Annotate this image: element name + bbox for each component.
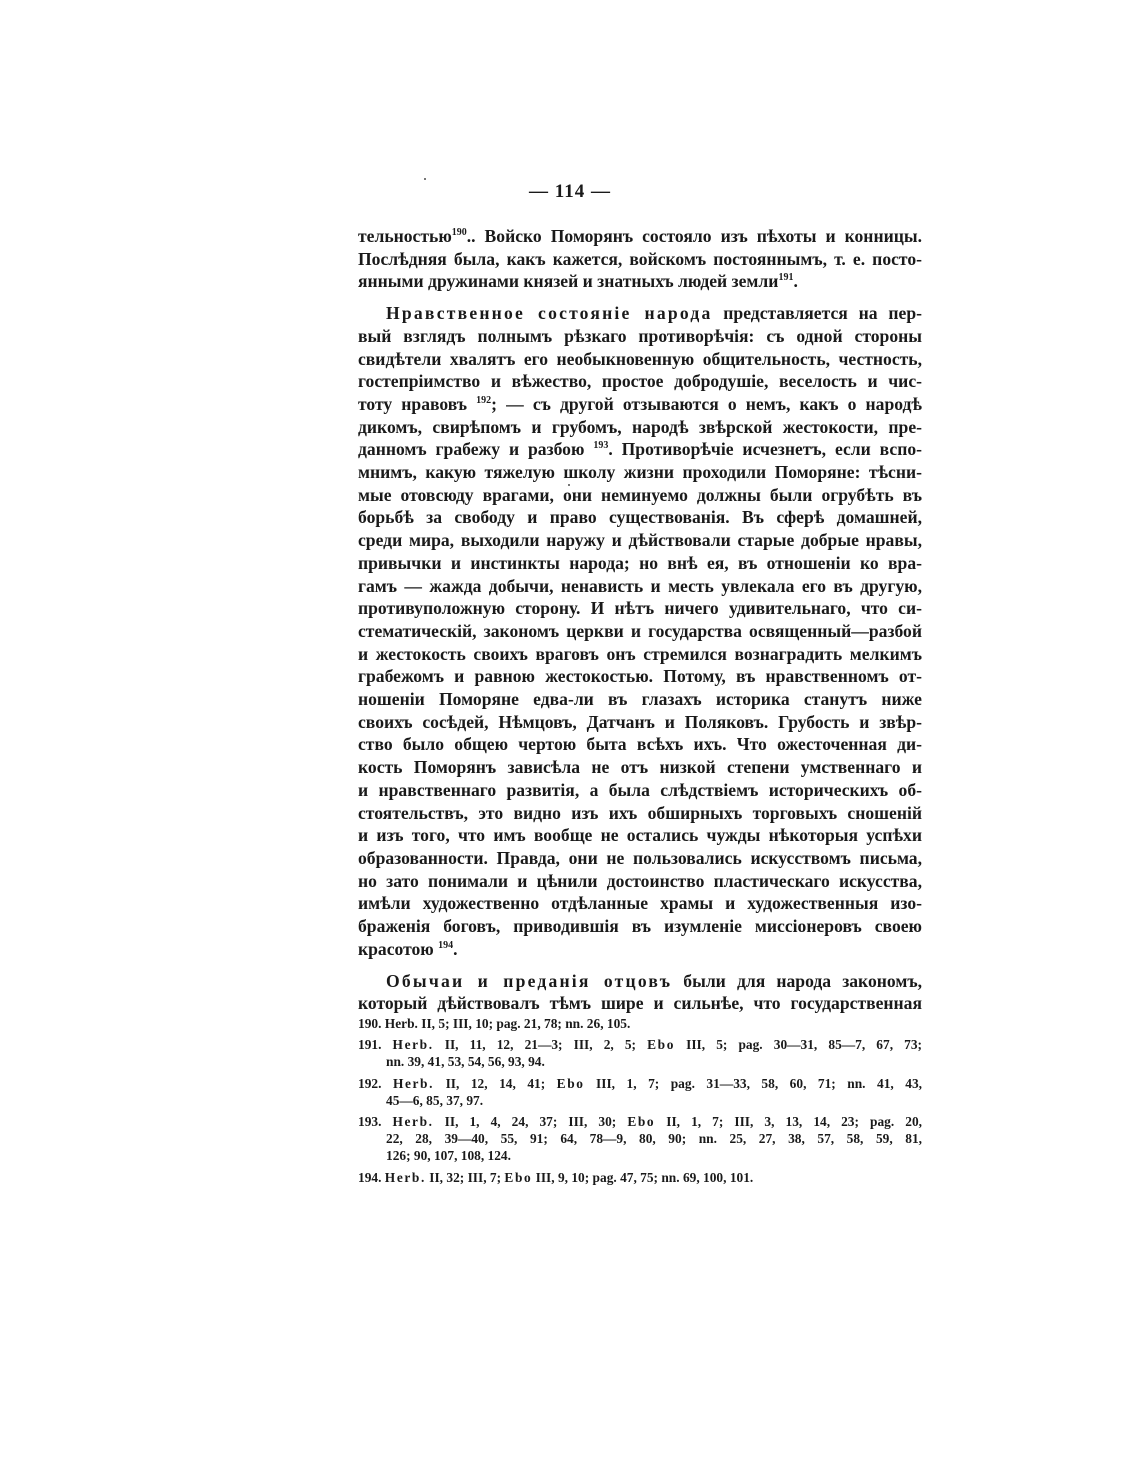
footnote-192 [358,1075,922,1109]
text-line: гамъ — жажда добычи, ненависть и месть увлекала его въ другую, [358,575,922,596]
text-line: Послѣдняя была, какъ кажется, войскомъ постояннымъ, т. е. посто- [358,248,922,269]
text-line: стематическій, закономъ церкви и государства освященный—разбой [358,620,922,641]
text-line: имѣли художественно отдѣланные храмы и художественныя изо- [358,893,922,914]
text-line: стоятельствъ, это видно изъ ихъ обширныхъ торговыхъ сношеній [358,802,922,823]
footnote-row: 193. Herb. II, 1, 4, 24, 37; III, 30; Ebo II, 1, 7; III, 3, 13, 14, 23; pag. 20, [358,1114,922,1130]
footnotes [358,1015,922,1190]
text-line: который дѣйствовалъ тѣмъ шире и сильнѣе, что государственная [358,993,922,1014]
footnote-number: 190. [358,1016,382,1031]
text-line: и нравственнаго развитія, а была слѣдствіемъ историческихъ об- [358,779,922,800]
footnote-ref[interactable]: 190 [451,227,467,238]
text-line: гостепріимство и вѣжество, простое добродушіе, веселость и чис- [358,371,922,392]
text-line: тоту нравовъ $^{192}$; — съ другой отзываются о немъ, какъ о народѣ [358,393,922,414]
footnote-number: 193. [358,1114,382,1130]
footnote-row: 192. Herb. II, 12, 14, 41; Ebo III, 1, 7; pag. 31—33, 58, 60, 71; nn. 41, 43, [358,1075,922,1091]
footnote-row: 22, 28, 39—40, 55, 91; 64, 78—9, 80, 90; nn. 25, 27, 38, 57, 58, 59, 81, [386,1131,922,1147]
text-line: ство было общею чертою быта всѣхъ ихъ. Что ожесточенная ди- [358,734,922,755]
text-line: янными дружинами князей и знатныхъ людей земли$^{191}$. [358,271,798,292]
footnote-ref[interactable]: 194 [438,939,454,951]
page-number: — 114 — [529,181,611,202]
footnote-row: 194. Herb. II, 32; III, 7; Ebo III, 9, 10; pag. 47, 75; nn. 69, 100, 101. [358,1169,754,1185]
text-line: красотою $^{194}$. [358,938,458,959]
footnote-191 [358,1036,922,1070]
text-line: данномъ грабежу и разбою $^{193}$. Противорѣчіе исчезнетъ, если вспо- [358,439,922,460]
text-line: свидѣтели хвалятъ его необыкновенную общительность, честность, [358,348,922,369]
emphasis-phrase: Нравственное состояніе народа [386,303,713,324]
footnote-row: 126; 90, 107, 108, 124. [386,1148,511,1164]
footnote-row: 45—6, 85, 37, 97. [386,1092,484,1108]
scan-speck [424,178,426,180]
emphasis-phrase: Обычаи и преданія отцовъ [386,970,673,991]
footnote-193 [358,1113,922,1165]
main-text [358,225,922,1015]
text-line: и изъ того, что имъ вообще не остались чужды нѣкоторыя успѣхи [358,825,922,846]
footnote-number: 191. [358,1037,382,1053]
footnote-ref[interactable]: 191 [778,272,794,284]
footnote-194 [358,1169,922,1186]
text-line: вый взглядъ полнымъ рѣзкаго противорѣчія: съ одной стороны [358,325,922,346]
text-line: браженія боговъ, приводившія въ изумленіе миссіонеровъ своею [358,916,922,937]
text-line: тельностью$^{190}$.. Войско Поморянъ состояло изъ пѣхоты и конницы. [358,226,922,246]
text-line: Нравственное состояніе народа представляется на пер- [386,303,922,324]
footnote-number: 192. [358,1075,382,1091]
text-line: Обычаи и преданія отцовъ были для народа закономъ, [386,970,922,991]
text-line: но зато понимали и цѣнили достоинство пластическаго искусства, [358,870,922,891]
text-line: борьбѣ за свободу и право существованія. Въ сферѣ домашней, [358,507,922,528]
text-line: образованности. Правда, они не пользовались искусствомъ письма, [358,847,922,868]
footnote-row: 191. Herb. II, 11, 12, 21—3; III, 2, 5; Ebo III, 5; pag. 30—31, 85—7, 67, 73; [358,1037,922,1053]
footnote-ref[interactable]: 193 [593,440,609,452]
footnote-190 [358,1015,922,1032]
footnote-row: nn. 39, 41, 53, 54, 56, 93, 94. [386,1054,545,1070]
text-line: дикомъ, свирѣпомъ и грубомъ, народѣ звѣрской жестокости, пре- [358,416,922,437]
footnote-number: 194. [358,1169,382,1185]
text-line: своихъ сосѣдей, Нѣмцовъ, Датчанъ и Поляковъ. Грубость и звѣр- [358,711,922,732]
text-line: мые отовсюду врагами, они неминуемо должны были огрубѣть въ [358,484,922,505]
text-line: грабежомъ и равною жестокостью. Потому, въ нравственномъ от- [358,666,922,687]
text-line: привычки и инстинкты народа; но внѣ ея, въ отношеніи ко вра- [358,552,922,573]
text-line: кость Поморянъ зависѣла не отъ низкой степени умственнаго и [358,757,922,778]
text-line: ношеніи Поморяне едва-ли въ глазахъ историка станутъ ниже [358,689,922,710]
text-line: противуположную сторону. И нѣтъ ничего удивительнаго, что си- [358,598,922,619]
footnote-ref[interactable]: 192 [476,394,492,406]
footnote-row: 190. Herb. II, 5; III, 10; pag. 21, 78; nn. 26, 105. [358,1016,631,1031]
text-line: мнимъ, какую тяжелую школу жизни проходили Поморяне: тѣсни- [358,462,922,483]
text-line: и жестокость своихъ враговъ онъ стремился вознаградить мелкимъ [358,643,922,664]
text-line: среди мира, выходили наружу и дѣйствовали старые добрые нравы, [358,530,922,551]
